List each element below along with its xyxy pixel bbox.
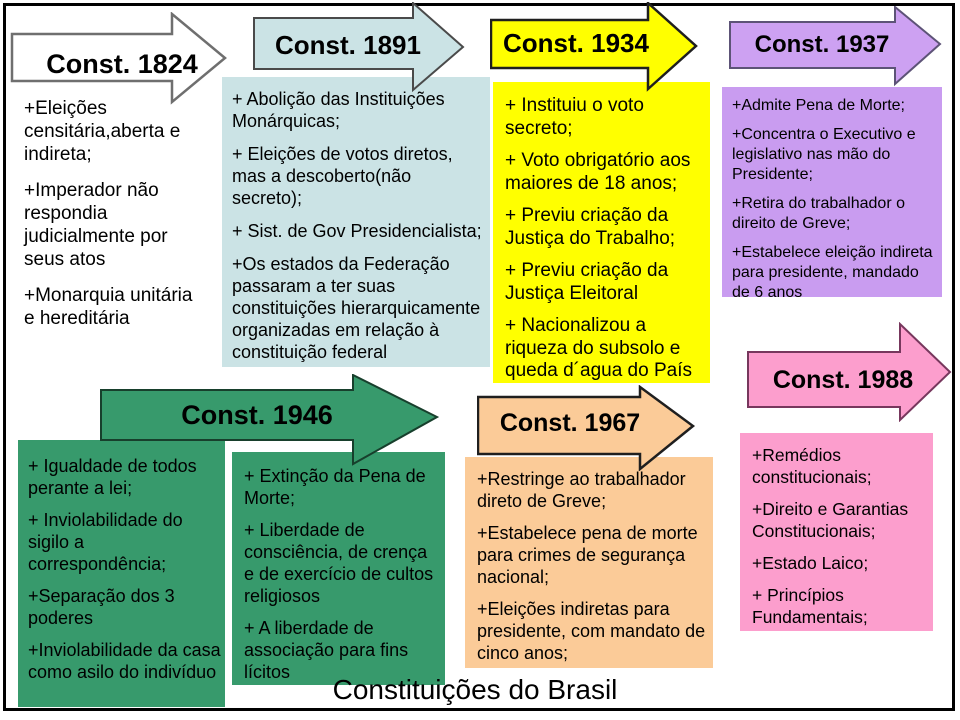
note-point: + Liberdade de consciência, de crença e de exercício de cultos religiosos xyxy=(244,520,434,606)
note-point: + Abolição das Instituições Monárquicas; xyxy=(232,89,445,131)
note-point: +Monarquia unitária e hereditária xyxy=(24,285,193,329)
note-point: +Remédios constitucionais; xyxy=(752,445,872,487)
note-point: + A liberdade de associação para fins lícitos xyxy=(244,618,409,682)
const-1988-notes xyxy=(740,433,933,631)
note-point: + Princípios Fundamentais; xyxy=(752,585,868,627)
note-point: + Igualdade de todos perante a lei; xyxy=(28,456,197,498)
const-1946-notes-left xyxy=(18,440,225,707)
const-1891-notes xyxy=(222,77,490,367)
note-point: +Concentra o Executivo e legislativo nas mão do Presidente; xyxy=(732,126,916,183)
note-point: + Previu criação da Justiça do Trabalho; xyxy=(505,205,676,249)
note-point: +Restringe ao trabalhador direto de Greve; xyxy=(477,469,686,511)
const-1988-title: Const. 1988 xyxy=(772,366,914,394)
note-point: +Estabelece eleição indireta para presidente, mandado de 6 anos xyxy=(732,244,933,301)
note-point: +Direito e Garantias Constitucionais; xyxy=(752,499,909,541)
note-point: +Eleições censitária,aberta e indireta; xyxy=(24,98,181,165)
const-1937-notes xyxy=(722,87,942,301)
note-point: +Admite Pena de Morte; xyxy=(732,97,905,114)
const-1937-title: Const. 1937 xyxy=(754,31,890,58)
note-point: + Previu criação da Justiça Eleitoral xyxy=(505,260,669,304)
note-point: +Os estados da Federação passaram a ter suas constituições hierarquicamente organizadas em relação à constituição federal xyxy=(232,254,481,362)
const-1967-title: Const. 1967 xyxy=(499,409,641,437)
note-point: + Eleições de votos diretos, mas a descoberto(não secreto); xyxy=(232,144,453,208)
const-1934-title: Const. 1934 xyxy=(503,28,649,58)
note-point: +Eleições indiretas para presidente, com mandato de cinco anos; xyxy=(477,599,706,663)
const-1891-title: Const. 1891 xyxy=(275,30,421,60)
const-1946-title: Const. 1946 xyxy=(181,400,333,430)
note-point: + Voto obrigatório aos maiores de 18 anos; xyxy=(505,150,691,194)
note-point: +Inviolabilidade da casa como asilo do indivíduo xyxy=(28,640,221,682)
const-1967-notes xyxy=(465,457,713,668)
note-point: + Inviolabilidade do sigilo a correspondência; xyxy=(28,510,183,574)
note-point: + Extinção da Pena de Morte; xyxy=(244,466,426,508)
slide-title: Constituições do Brasil xyxy=(332,674,618,705)
note-point: +Retira do trabalhador o direito de Greve; xyxy=(732,195,905,232)
const-1824-title: Const. 1824 xyxy=(46,49,198,79)
note-point: +Separação dos 3 poderes xyxy=(28,586,175,628)
note-point: + Sist. de Gov Presidencialista; xyxy=(232,221,482,241)
const-1824-notes xyxy=(24,97,208,343)
const-1934-notes xyxy=(493,82,710,383)
note-point: +Estado Laico; xyxy=(752,553,869,573)
note-point: + Nacionalizou a riqueza do subsolo e queda d´agua do País xyxy=(505,315,692,381)
note-point: +Estabelece pena de morte para crimes de segurança nacional; xyxy=(477,523,698,587)
note-point: +Imperador não respondia judicialmente por seus atos xyxy=(24,180,168,270)
note-point: + Instituiu o voto secreto; xyxy=(505,95,644,139)
const-1946-notes-right xyxy=(232,452,445,685)
